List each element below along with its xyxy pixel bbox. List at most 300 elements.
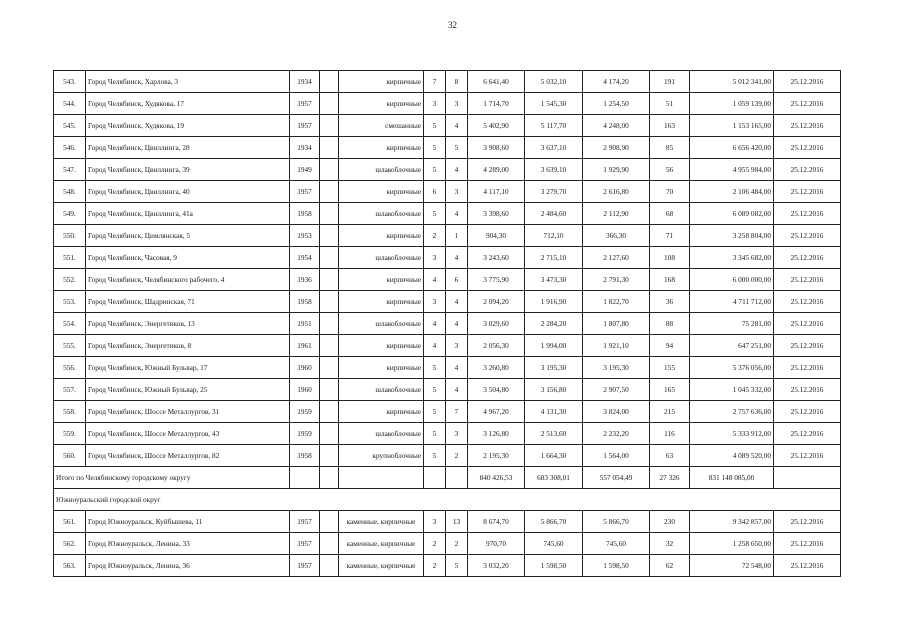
area-premises-cell: 2 484,60: [525, 203, 583, 225]
area-residential-cell: 5 866,70: [583, 511, 650, 533]
area-residential-cell: 3 195,30: [583, 357, 650, 379]
section-row: [54, 489, 841, 511]
year-cell: 1958: [290, 445, 320, 467]
floors-cell: 5: [424, 423, 446, 445]
residents-cell: 168: [650, 269, 690, 291]
entrances-cell: 2: [446, 445, 468, 467]
entrances-cell: 6: [446, 269, 468, 291]
date-cell: 25.12.2016: [774, 181, 841, 203]
date-cell: 25.12.2016: [774, 379, 841, 401]
date-cell: 25.12.2016: [774, 115, 841, 137]
area-residential-cell: 2 616,80: [583, 181, 650, 203]
total-cost: 831 148 085,00: [690, 467, 774, 489]
cost-cell: 75 281,00: [690, 313, 774, 335]
table-body-yuzhnouralsk: [54, 511, 841, 577]
total-area-cell: 2 056,30: [468, 335, 525, 357]
table-row: [54, 533, 841, 555]
area-premises-cell: 712,10: [525, 225, 583, 247]
date-cell: 25.12.2016: [774, 269, 841, 291]
entrances-cell: 4: [446, 247, 468, 269]
blank-cell: [320, 423, 339, 445]
empty-cell: [774, 467, 841, 489]
area-residential-cell: 1 564,00: [583, 445, 650, 467]
row-number: 551.: [54, 247, 86, 269]
year-cell: 1957: [290, 93, 320, 115]
year-cell: 1958: [290, 291, 320, 313]
empty-cell: [424, 467, 446, 489]
floors-cell: 5: [424, 445, 446, 467]
address-cell: Город Челябинск, Южный Бульвар, 25: [86, 379, 290, 401]
area-residential-cell: 2 791,30: [583, 269, 650, 291]
cost-cell: 6 089 082,00: [690, 203, 774, 225]
entrances-cell: 8: [446, 71, 468, 93]
blank-cell: [320, 247, 339, 269]
residents-cell: 36: [650, 291, 690, 313]
cost-cell: 2 106 484,00: [690, 181, 774, 203]
total-area-cell: 970,70: [468, 533, 525, 555]
residents-cell: 71: [650, 225, 690, 247]
row-number: 547.: [54, 159, 86, 181]
area-premises-cell: 2 284,20: [525, 313, 583, 335]
area-residential-cell: 1 598,50: [583, 555, 650, 577]
date-cell: 25.12.2016: [774, 247, 841, 269]
address-cell: Город Челябинск, Шадринская, 71: [86, 291, 290, 313]
total-label: Итого по Челябинскому городскому округу: [54, 467, 290, 489]
total-area-cell: 3 504,80: [468, 379, 525, 401]
table-row: [54, 313, 841, 335]
cost-cell: 1 045 332,00: [690, 379, 774, 401]
year-cell: 1957: [290, 115, 320, 137]
wall-material-cell: крупноблочные: [339, 445, 424, 467]
blank-cell: [320, 313, 339, 335]
wall-material-cell: кирпичные: [339, 181, 424, 203]
row-number: 550.: [54, 225, 86, 247]
cost-cell: 3 258 804,00: [690, 225, 774, 247]
date-cell: 25.12.2016: [774, 93, 841, 115]
year-cell: 1959: [290, 401, 320, 423]
cost-cell: 72 548,00: [690, 555, 774, 577]
table-row: [54, 423, 841, 445]
wall-material-cell: кирпичные: [339, 335, 424, 357]
date-cell: 25.12.2016: [774, 291, 841, 313]
residents-cell: 88: [650, 313, 690, 335]
cost-cell: 5 012 341,00: [690, 71, 774, 93]
address-cell: Город Челябинск, Шоссе Металлургов, 82: [86, 445, 290, 467]
residents-cell: 230: [650, 511, 690, 533]
row-number: 553.: [54, 291, 86, 313]
date-cell: 25.12.2016: [774, 511, 841, 533]
address-cell: Город Челябинск, Энергетиков, 8: [86, 335, 290, 357]
cost-cell: 9 342 857,00: [690, 511, 774, 533]
year-cell: 1957: [290, 511, 320, 533]
blank-cell: [320, 137, 339, 159]
total-area: 840 426,53: [468, 467, 525, 489]
row-number: 545.: [54, 115, 86, 137]
cost-cell: 647 251,00: [690, 335, 774, 357]
blank-cell: [320, 555, 339, 577]
entrances-cell: 4: [446, 379, 468, 401]
row-number: 554.: [54, 313, 86, 335]
year-cell: 1957: [290, 555, 320, 577]
cost-cell: 3 345 682,00: [690, 247, 774, 269]
row-number: 556.: [54, 357, 86, 379]
date-cell: 25.12.2016: [774, 225, 841, 247]
wall-material-cell: кирпичные: [339, 93, 424, 115]
entrances-cell: 4: [446, 115, 468, 137]
area-premises-cell: 3 156,80: [525, 379, 583, 401]
area-premises-cell: 745,60: [525, 533, 583, 555]
date-cell: 25.12.2016: [774, 71, 841, 93]
total-area-cell: 4 289,00: [468, 159, 525, 181]
total-area-cell: 3 126,80: [468, 423, 525, 445]
blank-cell: [320, 379, 339, 401]
cost-cell: 6 656 420,00: [690, 137, 774, 159]
total-area-cell: 2 195,30: [468, 445, 525, 467]
blank-cell: [320, 269, 339, 291]
table-row: [54, 269, 841, 291]
blank-cell: [320, 159, 339, 181]
floors-cell: 3: [424, 247, 446, 269]
table-body-chelyabinsk: [54, 71, 841, 467]
table-row: [54, 181, 841, 203]
date-cell: 25.12.2016: [774, 445, 841, 467]
total-area-cell: 3 243,60: [468, 247, 525, 269]
address-cell: Город Челябинск, Цвиллинга, 28: [86, 137, 290, 159]
table-row: [54, 225, 841, 247]
blank-cell: [320, 115, 339, 137]
area-residential-cell: 1 807,80: [583, 313, 650, 335]
row-number: 557.: [54, 379, 86, 401]
row-number: 560.: [54, 445, 86, 467]
year-cell: 1960: [290, 379, 320, 401]
table-row: [54, 247, 841, 269]
row-number: 563.: [54, 555, 86, 577]
section-label: Южноуральский городской округ: [54, 489, 841, 511]
year-cell: 1936: [290, 269, 320, 291]
blank-cell: [320, 225, 339, 247]
cost-cell: 5 376 056,00: [690, 357, 774, 379]
area-premises-cell: 4 131,30: [525, 401, 583, 423]
date-cell: 25.12.2016: [774, 401, 841, 423]
total-area-cell: 3 775,90: [468, 269, 525, 291]
table-row: [54, 555, 841, 577]
address-cell: Город Челябинск, Цвиллинга, 41а: [86, 203, 290, 225]
table-row: [54, 445, 841, 467]
year-cell: 1957: [290, 181, 320, 203]
area-premises-cell: 1 916,90: [525, 291, 583, 313]
blank-cell: [320, 511, 339, 533]
cost-cell: 5 333 912,00: [690, 423, 774, 445]
cost-cell: 2 757 636,00: [690, 401, 774, 423]
table-row: [54, 71, 841, 93]
year-cell: 1951: [290, 313, 320, 335]
entrances-cell: 4: [446, 159, 468, 181]
floors-cell: 6: [424, 181, 446, 203]
area-residential-cell: 3 824,00: [583, 401, 650, 423]
address-cell: Город Челябинск, Южный Бульвар, 17: [86, 357, 290, 379]
date-cell: 25.12.2016: [774, 555, 841, 577]
entrances-cell: 3: [446, 93, 468, 115]
entrances-cell: 4: [446, 291, 468, 313]
table-row: [54, 291, 841, 313]
area-residential-cell: 4 248,00: [583, 115, 650, 137]
residents-cell: 70: [650, 181, 690, 203]
floors-cell: 2: [424, 533, 446, 555]
row-number: 552.: [54, 269, 86, 291]
floors-cell: 5: [424, 203, 446, 225]
address-cell: Город Челябинск, Энергетиков, 13: [86, 313, 290, 335]
table-row: [54, 357, 841, 379]
row-number: 544.: [54, 93, 86, 115]
year-cell: 1934: [290, 137, 320, 159]
wall-material-cell: шлакоблочные: [339, 379, 424, 401]
floors-cell: 5: [424, 137, 446, 159]
wall-material-cell: каменные, кирпичные: [339, 555, 424, 577]
wall-material-cell: кирпичные: [339, 401, 424, 423]
table-body-total: [54, 467, 841, 511]
floors-cell: 5: [424, 357, 446, 379]
area-premises-cell: 2 513,60: [525, 423, 583, 445]
residents-cell: 116: [650, 423, 690, 445]
wall-material-cell: шлакоблочные: [339, 203, 424, 225]
year-cell: 1960: [290, 357, 320, 379]
empty-cell: [290, 467, 320, 489]
area-residential-cell: 1 921,10: [583, 335, 650, 357]
blank-cell: [320, 93, 339, 115]
year-cell: 1959: [290, 423, 320, 445]
area-premises-cell: 1 994,00: [525, 335, 583, 357]
wall-material-cell: шлакоблочные: [339, 247, 424, 269]
table-row: [54, 335, 841, 357]
address-cell: Город Челябинск, Часовая, 9: [86, 247, 290, 269]
total-area-cell: 6 641,40: [468, 71, 525, 93]
table-row: [54, 511, 841, 533]
year-cell: 1961: [290, 335, 320, 357]
area-premises-cell: 3 279,70: [525, 181, 583, 203]
floors-cell: 3: [424, 291, 446, 313]
address-cell: Город Челябинск, Худякова, 17: [86, 93, 290, 115]
area-premises-cell: 3 195,30: [525, 357, 583, 379]
wall-material-cell: кирпичные: [339, 291, 424, 313]
empty-cell: [339, 467, 424, 489]
residents-cell: 165: [650, 379, 690, 401]
area-residential-cell: 4 174,20: [583, 71, 650, 93]
address-cell: Город Челябинск, Шоссе Металлургов, 31: [86, 401, 290, 423]
area-premises-cell: 5 866,70: [525, 511, 583, 533]
address-cell: Город Южноуральск, Ленина, 36: [86, 555, 290, 577]
area-premises-cell: 1 598,50: [525, 555, 583, 577]
table-row: [54, 159, 841, 181]
area-premises-cell: 5 032,10: [525, 71, 583, 93]
residents-cell: 56: [650, 159, 690, 181]
entrances-cell: 7: [446, 401, 468, 423]
area-residential-cell: 366,30: [583, 225, 650, 247]
area-residential-cell: 2 127,60: [583, 247, 650, 269]
cost-cell: 4 711 712,00: [690, 291, 774, 313]
blank-cell: [320, 335, 339, 357]
entrances-cell: 4: [446, 357, 468, 379]
floors-cell: 4: [424, 269, 446, 291]
floors-cell: 5: [424, 159, 446, 181]
table-row: [54, 203, 841, 225]
residents-cell: 191: [650, 71, 690, 93]
cost-cell: 4 089 520,00: [690, 445, 774, 467]
table-row: [54, 93, 841, 115]
floors-cell: 5: [424, 379, 446, 401]
wall-material-cell: каменные, кирпичные: [339, 533, 424, 555]
total-area2: 683 308,01: [525, 467, 583, 489]
residents-cell: 94: [650, 335, 690, 357]
residents-cell: 163: [650, 115, 690, 137]
entrances-cell: 5: [446, 555, 468, 577]
floors-cell: 2: [424, 225, 446, 247]
wall-material-cell: шлакоблочные: [339, 159, 424, 181]
total-area3: 557 054,49: [583, 467, 650, 489]
area-premises-cell: 3 637,10: [525, 137, 583, 159]
area-premises-cell: 1 664,30: [525, 445, 583, 467]
date-cell: 25.12.2016: [774, 159, 841, 181]
area-residential-cell: 2 232,20: [583, 423, 650, 445]
address-cell: Город Челябинск, Челябинского рабочего, 4: [86, 269, 290, 291]
row-number: 559.: [54, 423, 86, 445]
address-cell: Город Челябинск, Цимлянская, 5: [86, 225, 290, 247]
floors-cell: 5: [424, 115, 446, 137]
date-cell: 25.12.2016: [774, 423, 841, 445]
blank-cell: [320, 445, 339, 467]
wall-material-cell: каменные, кирпичные: [339, 511, 424, 533]
total-area-cell: 904,30: [468, 225, 525, 247]
residents-cell: 155: [650, 357, 690, 379]
area-residential-cell: 2 907,50: [583, 379, 650, 401]
floors-cell: 4: [424, 313, 446, 335]
total-area-cell: 5 402,90: [468, 115, 525, 137]
year-cell: 1958: [290, 203, 320, 225]
date-cell: 25.12.2016: [774, 313, 841, 335]
total-area-cell: 3 398,60: [468, 203, 525, 225]
wall-material-cell: смешанные: [339, 115, 424, 137]
area-premises-cell: 5 117,70: [525, 115, 583, 137]
empty-cell: [320, 467, 339, 489]
date-cell: 25.12.2016: [774, 357, 841, 379]
residents-cell: 108: [650, 247, 690, 269]
floors-cell: 7: [424, 71, 446, 93]
area-premises-cell: 3 639,10: [525, 159, 583, 181]
wall-material-cell: кирпичные: [339, 357, 424, 379]
row-number: 558.: [54, 401, 86, 423]
row-number: 562.: [54, 533, 86, 555]
residents-cell: 68: [650, 203, 690, 225]
blank-cell: [320, 203, 339, 225]
area-residential-cell: 1 254,50: [583, 93, 650, 115]
housing-register-table: [53, 70, 841, 577]
wall-material-cell: шлакоблочные: [339, 313, 424, 335]
total-row: [54, 467, 841, 489]
area-premises-cell: 3 473,30: [525, 269, 583, 291]
cost-cell: 1 258 650,00: [690, 533, 774, 555]
total-residents: 27 326: [650, 467, 690, 489]
total-area-cell: 1 714,70: [468, 93, 525, 115]
area-residential-cell: 2 908,90: [583, 137, 650, 159]
blank-cell: [320, 533, 339, 555]
entrances-cell: 4: [446, 313, 468, 335]
address-cell: Город Челябинск, Шоссе Металлургов, 43: [86, 423, 290, 445]
year-cell: 1949: [290, 159, 320, 181]
entrances-cell: 3: [446, 181, 468, 203]
blank-cell: [320, 401, 339, 423]
cost-cell: 1 153 165,00: [690, 115, 774, 137]
blank-cell: [320, 181, 339, 203]
date-cell: 25.12.2016: [774, 137, 841, 159]
table-row: [54, 401, 841, 423]
entrances-cell: 1: [446, 225, 468, 247]
residents-cell: 51: [650, 93, 690, 115]
total-area-cell: 4 967,20: [468, 401, 525, 423]
address-cell: Город Южноуральск, Ленина, 33: [86, 533, 290, 555]
total-area-cell: 4 117,10: [468, 181, 525, 203]
total-area-cell: 8 674,70: [468, 511, 525, 533]
area-residential-cell: 2 112,90: [583, 203, 650, 225]
blank-cell: [320, 357, 339, 379]
date-cell: 25.12.2016: [774, 533, 841, 555]
total-area-cell: 3 908,60: [468, 137, 525, 159]
address-cell: Город Южноуральск, Куйбышева, 11: [86, 511, 290, 533]
date-cell: 25.12.2016: [774, 335, 841, 357]
entrances-cell: 3: [446, 423, 468, 445]
address-cell: Город Челябинск, Цвиллинга, 40: [86, 181, 290, 203]
total-area-cell: 2 094,20: [468, 291, 525, 313]
blank-cell: [320, 291, 339, 313]
floors-cell: 4: [424, 335, 446, 357]
wall-material-cell: кирпичные: [339, 71, 424, 93]
residents-cell: 85: [650, 137, 690, 159]
year-cell: 1953: [290, 225, 320, 247]
floors-cell: 5: [424, 401, 446, 423]
row-number: 555.: [54, 335, 86, 357]
area-residential-cell: 745,60: [583, 533, 650, 555]
page-number: 32: [448, 20, 457, 30]
area-premises-cell: 1 545,30: [525, 93, 583, 115]
row-number: 546.: [54, 137, 86, 159]
date-cell: 25.12.2016: [774, 203, 841, 225]
year-cell: 1954: [290, 247, 320, 269]
table-row: [54, 137, 841, 159]
entrances-cell: 3: [446, 335, 468, 357]
year-cell: 1957: [290, 533, 320, 555]
area-residential-cell: 1 929,90: [583, 159, 650, 181]
wall-material-cell: кирпичные: [339, 269, 424, 291]
residents-cell: 32: [650, 533, 690, 555]
residents-cell: 215: [650, 401, 690, 423]
blank-cell: [320, 71, 339, 93]
table-row: [54, 379, 841, 401]
address-cell: Город Челябинск, Цвиллинга, 39: [86, 159, 290, 181]
entrances-cell: 2: [446, 533, 468, 555]
wall-material-cell: кирпичные: [339, 225, 424, 247]
address-cell: Город Челябинск, Худякова, 19: [86, 115, 290, 137]
floors-cell: 2: [424, 555, 446, 577]
year-cell: 1934: [290, 71, 320, 93]
total-area-cell: 3 032,20: [468, 555, 525, 577]
residents-cell: 62: [650, 555, 690, 577]
address-cell: Город Челябинск, Харлова, 3: [86, 71, 290, 93]
floors-cell: 3: [424, 511, 446, 533]
area-residential-cell: 1 822,70: [583, 291, 650, 313]
total-area-cell: 3 029,60: [468, 313, 525, 335]
table-row: [54, 115, 841, 137]
row-number: 561.: [54, 511, 86, 533]
empty-cell: [446, 467, 468, 489]
residents-cell: 63: [650, 445, 690, 467]
